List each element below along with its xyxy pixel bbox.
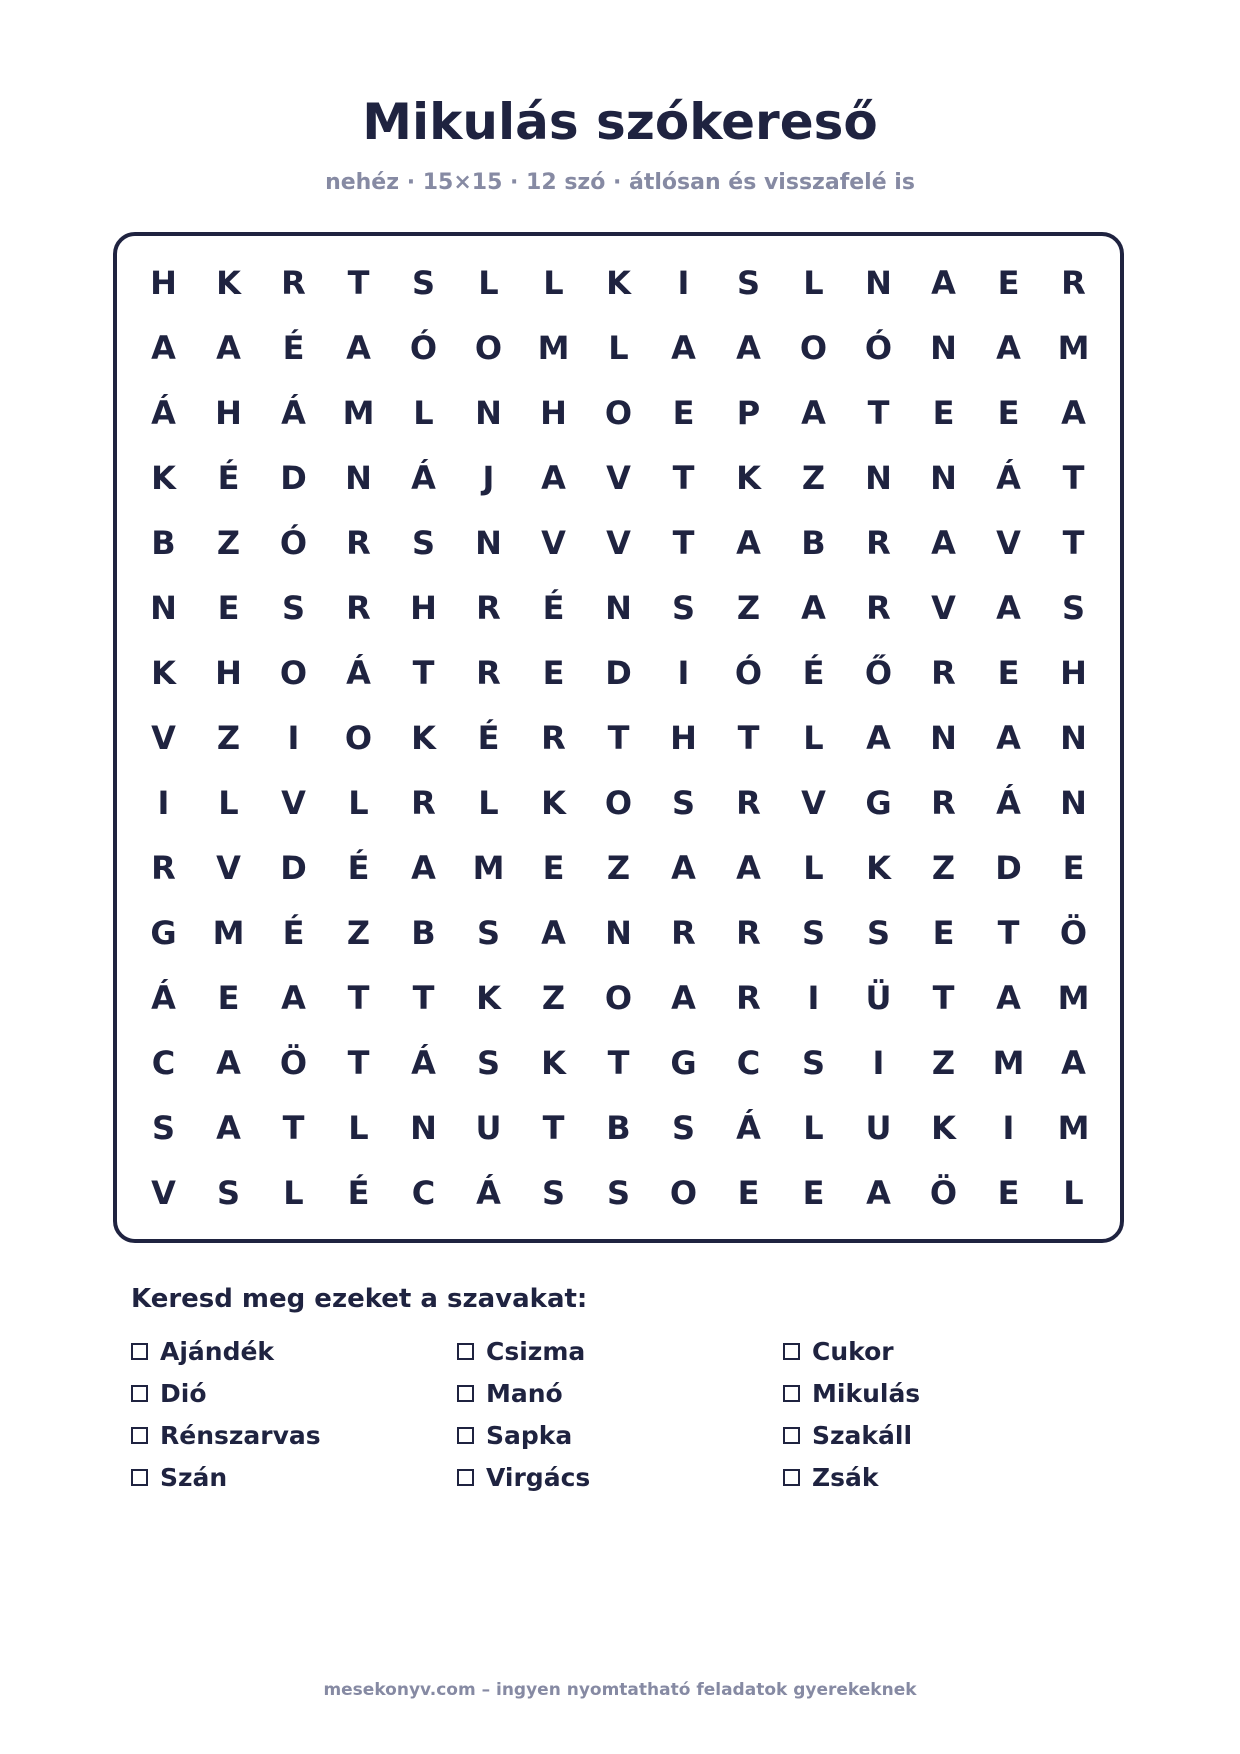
grid-cell[interactable]: L bbox=[413, 393, 434, 432]
checkbox[interactable] bbox=[783, 1427, 800, 1444]
grid-cell[interactable]: D bbox=[280, 848, 307, 887]
grid-cell[interactable]: K bbox=[476, 978, 501, 1017]
grid-cell[interactable]: A bbox=[216, 328, 241, 367]
grid-cell[interactable]: R bbox=[281, 263, 306, 302]
grid-cell[interactable]: A bbox=[866, 718, 891, 757]
grid-cell[interactable]: M bbox=[342, 393, 375, 432]
grid-cell[interactable]: M bbox=[1057, 328, 1090, 367]
grid-cell[interactable]: S bbox=[476, 1043, 501, 1082]
grid-cell[interactable]: Z bbox=[801, 458, 826, 497]
grid-cell[interactable]: V bbox=[801, 783, 826, 822]
grid-cell[interactable]: A bbox=[801, 588, 826, 627]
grid-cell[interactable]: A bbox=[216, 1043, 241, 1082]
word-label: Szán bbox=[160, 1462, 228, 1492]
grid-cell[interactable]: V bbox=[931, 588, 956, 627]
grid-cell[interactable]: L bbox=[478, 783, 499, 822]
grid-cell[interactable]: B bbox=[411, 913, 436, 952]
grid-cell[interactable]: S bbox=[1061, 588, 1086, 627]
grid-cell[interactable]: S bbox=[671, 588, 696, 627]
grid-cell[interactable]: T bbox=[672, 458, 695, 497]
grid-cell[interactable]: Á bbox=[996, 458, 1021, 497]
grid-cell[interactable]: N bbox=[605, 588, 632, 627]
grid-cell[interactable]: E bbox=[217, 588, 240, 627]
page-title: Mikulás szókereső bbox=[362, 93, 878, 151]
grid-cell[interactable]: É bbox=[477, 718, 500, 757]
grid-cell[interactable]: V bbox=[541, 523, 566, 562]
grid-cell[interactable]: O bbox=[279, 653, 308, 692]
grid-cell[interactable]: H bbox=[215, 653, 242, 692]
grid-cell[interactable]: N bbox=[345, 458, 372, 497]
grid-cell[interactable]: S bbox=[216, 1173, 241, 1212]
grid-cell[interactable]: Z bbox=[216, 718, 241, 757]
grid-cell[interactable]: S bbox=[281, 588, 306, 627]
grid-cell[interactable]: N bbox=[1060, 783, 1087, 822]
grid-cell[interactable]: M bbox=[992, 1043, 1025, 1082]
letter-grid bbox=[131, 250, 1106, 1225]
word-label: Rénszarvas bbox=[160, 1420, 321, 1450]
grid-cell[interactable]: S bbox=[411, 263, 436, 302]
grid-cell[interactable]: M bbox=[1057, 978, 1090, 1017]
word-label: Cukor bbox=[812, 1336, 894, 1366]
grid-cell[interactable]: L bbox=[543, 263, 564, 302]
grid-cell[interactable]: O bbox=[474, 328, 503, 367]
grid-cell[interactable]: E bbox=[932, 913, 955, 952]
grid-cell[interactable]: T bbox=[347, 263, 370, 302]
grid-cell[interactable]: K bbox=[151, 458, 176, 497]
grid-cell[interactable]: A bbox=[996, 718, 1021, 757]
grid-cell[interactable]: É bbox=[542, 588, 565, 627]
grid-cell[interactable]: O bbox=[799, 328, 828, 367]
grid-cell[interactable]: A bbox=[866, 1173, 891, 1212]
grid-cell[interactable]: K bbox=[606, 263, 631, 302]
checkbox[interactable] bbox=[783, 1469, 800, 1486]
grid-cell[interactable]: Ó bbox=[409, 328, 438, 367]
grid-cell[interactable]: Ö bbox=[929, 1173, 958, 1212]
checkbox[interactable] bbox=[131, 1469, 148, 1486]
grid-cell[interactable]: E bbox=[672, 393, 695, 432]
grid-cell[interactable]: N bbox=[605, 913, 632, 952]
word-item[interactable] bbox=[131, 1456, 457, 1498]
grid-cell[interactable]: E bbox=[997, 393, 1020, 432]
grid-cell[interactable]: O bbox=[344, 718, 373, 757]
grid-cell[interactable]: T bbox=[867, 393, 890, 432]
checkbox[interactable] bbox=[457, 1343, 474, 1360]
word-item[interactable] bbox=[457, 1330, 783, 1372]
checkbox[interactable] bbox=[457, 1469, 474, 1486]
grid-cell[interactable]: A bbox=[1061, 1043, 1086, 1082]
grid-cell[interactable]: N bbox=[475, 393, 502, 432]
word-item[interactable] bbox=[457, 1372, 783, 1414]
grid-cell[interactable]: É bbox=[217, 458, 240, 497]
grid-cell[interactable]: S bbox=[476, 913, 501, 952]
word-item[interactable] bbox=[783, 1372, 1109, 1414]
word-label: Manó bbox=[486, 1378, 563, 1408]
word-label: Sapka bbox=[486, 1420, 573, 1450]
grid-cell[interactable]: S bbox=[606, 1173, 631, 1212]
grid-cell[interactable]: A bbox=[996, 588, 1021, 627]
grid-cell[interactable]: L bbox=[803, 263, 824, 302]
word-list-heading: Keresd meg ezeket a szavakat: bbox=[131, 1284, 588, 1314]
grid-cell[interactable]: B bbox=[801, 523, 826, 562]
grid-cell[interactable]: E bbox=[802, 1173, 825, 1212]
grid-cell[interactable]: Á bbox=[411, 1043, 436, 1082]
grid-cell[interactable]: S bbox=[671, 1108, 696, 1147]
grid-cell[interactable]: S bbox=[866, 913, 891, 952]
grid-cell[interactable]: A bbox=[671, 848, 696, 887]
checkbox[interactable] bbox=[131, 1343, 148, 1360]
grid-cell[interactable]: T bbox=[347, 1043, 370, 1082]
grid-cell[interactable]: A bbox=[671, 328, 696, 367]
grid-cell[interactable]: V bbox=[151, 1173, 176, 1212]
grid-cell[interactable]: V bbox=[606, 458, 631, 497]
grid-cell[interactable]: Z bbox=[216, 523, 241, 562]
grid-cell[interactable]: Ö bbox=[1059, 913, 1088, 952]
grid-cell[interactable]: A bbox=[281, 978, 306, 1017]
grid-cell[interactable]: T bbox=[542, 1108, 565, 1147]
grid-cell[interactable]: Ó bbox=[279, 523, 308, 562]
grid-cell[interactable]: O bbox=[604, 978, 633, 1017]
grid-cell[interactable]: K bbox=[216, 263, 241, 302]
grid-cell[interactable]: M bbox=[537, 328, 570, 367]
grid-cell[interactable]: K bbox=[151, 653, 176, 692]
grid-cell[interactable]: S bbox=[541, 1173, 566, 1212]
grid-cell[interactable]: K bbox=[866, 848, 891, 887]
grid-cell[interactable]: Ö bbox=[279, 1043, 308, 1082]
grid-cell[interactable]: I bbox=[1002, 1108, 1015, 1147]
grid-cell[interactable]: H bbox=[410, 588, 437, 627]
grid-cell[interactable]: U bbox=[475, 1108, 502, 1147]
grid-cell[interactable]: S bbox=[736, 263, 761, 302]
grid-cell[interactable]: S bbox=[671, 783, 696, 822]
grid-cell[interactable]: R bbox=[411, 783, 436, 822]
grid-cell[interactable]: M bbox=[212, 913, 245, 952]
grid-cell[interactable]: N bbox=[865, 263, 892, 302]
grid-cell[interactable]: R bbox=[541, 718, 566, 757]
grid-cell[interactable]: R bbox=[931, 783, 956, 822]
grid-cell[interactable]: N bbox=[930, 458, 957, 497]
grid-cell[interactable]: É bbox=[282, 328, 305, 367]
grid-cell[interactable]: S bbox=[151, 1108, 176, 1147]
grid-cell[interactable]: R bbox=[476, 653, 501, 692]
grid-cell[interactable]: Ő bbox=[864, 653, 893, 692]
grid-cell[interactable]: N bbox=[1060, 718, 1087, 757]
grid-cell[interactable]: K bbox=[541, 783, 566, 822]
grid-cell[interactable]: N bbox=[410, 1108, 437, 1147]
grid-cell[interactable]: A bbox=[736, 523, 761, 562]
grid-cell[interactable]: K bbox=[736, 458, 761, 497]
grid-cell[interactable]: I bbox=[872, 1043, 885, 1082]
grid-cell[interactable]: L bbox=[803, 1108, 824, 1147]
grid-cell[interactable]: T bbox=[737, 718, 760, 757]
grid-cell[interactable]: N bbox=[930, 328, 957, 367]
grid-cell[interactable]: Á bbox=[151, 978, 176, 1017]
grid-cell[interactable]: A bbox=[346, 328, 371, 367]
grid-cell[interactable]: S bbox=[411, 523, 436, 562]
grid-cell[interactable]: É bbox=[282, 913, 305, 952]
grid-cell[interactable]: O bbox=[604, 393, 633, 432]
grid-cell[interactable]: H bbox=[670, 718, 697, 757]
grid-cell[interactable]: A bbox=[931, 263, 956, 302]
grid-cell[interactable]: R bbox=[346, 523, 371, 562]
word-item[interactable] bbox=[783, 1330, 1109, 1372]
word-item[interactable] bbox=[131, 1330, 457, 1372]
word-label: Zsák bbox=[812, 1462, 879, 1492]
grid-cell[interactable]: L bbox=[1063, 1173, 1084, 1212]
grid-cell[interactable]: N bbox=[930, 718, 957, 757]
checkbox[interactable] bbox=[457, 1385, 474, 1402]
grid-cell[interactable]: Z bbox=[931, 848, 956, 887]
grid-cell[interactable]: V bbox=[151, 718, 176, 757]
grid-cell[interactable]: Z bbox=[606, 848, 631, 887]
grid-cell[interactable]: I bbox=[677, 263, 690, 302]
grid-cell[interactable]: A bbox=[151, 328, 176, 367]
grid-cell[interactable]: Z bbox=[541, 978, 566, 1017]
grid-cell[interactable]: É bbox=[347, 848, 370, 887]
grid-cell[interactable]: S bbox=[801, 1043, 826, 1082]
grid-cell[interactable]: N bbox=[150, 588, 177, 627]
grid-cell[interactable]: L bbox=[348, 783, 369, 822]
grid-cell[interactable]: Á bbox=[996, 783, 1021, 822]
grid-cell[interactable]: E bbox=[542, 653, 565, 692]
grid-cell[interactable]: N bbox=[475, 523, 502, 562]
grid-cell[interactable]: V bbox=[216, 848, 241, 887]
word-item[interactable] bbox=[131, 1372, 457, 1414]
grid-cell[interactable]: L bbox=[478, 263, 499, 302]
grid-cell[interactable]: I bbox=[807, 978, 820, 1017]
grid-cell[interactable]: C bbox=[411, 1173, 436, 1212]
grid-cell[interactable]: Á bbox=[346, 653, 371, 692]
grid-cell[interactable]: A bbox=[541, 913, 566, 952]
grid-cell[interactable]: É bbox=[347, 1173, 370, 1212]
grid-cell[interactable]: D bbox=[280, 458, 307, 497]
grid-cell[interactable]: S bbox=[801, 913, 826, 952]
grid-cell[interactable]: I bbox=[677, 653, 690, 692]
word-item[interactable] bbox=[783, 1456, 1109, 1498]
grid-cell[interactable]: É bbox=[802, 653, 825, 692]
word-label: Ajándék bbox=[160, 1336, 275, 1366]
grid-cell[interactable]: R bbox=[736, 978, 761, 1017]
grid-cell[interactable]: R bbox=[866, 588, 891, 627]
grid-cell[interactable]: H bbox=[540, 393, 567, 432]
grid-cell[interactable]: Z bbox=[346, 913, 371, 952]
grid-cell[interactable]: Á bbox=[151, 393, 176, 432]
grid-cell[interactable]: L bbox=[348, 1108, 369, 1147]
grid-cell[interactable]: O bbox=[604, 783, 633, 822]
grid-cell[interactable]: R bbox=[151, 848, 176, 887]
page-subtitle: nehéz · 15×15 · 12 szó · átlósan és visszafelé is bbox=[325, 170, 915, 195]
grid-cell[interactable]: I bbox=[157, 783, 170, 822]
grid-cell[interactable]: R bbox=[736, 913, 761, 952]
grid-cell[interactable]: G bbox=[670, 1043, 697, 1082]
grid-cell[interactable]: B bbox=[606, 1108, 631, 1147]
grid-cell[interactable]: C bbox=[151, 1043, 176, 1082]
grid-cell[interactable]: L bbox=[803, 718, 824, 757]
grid-cell[interactable]: V bbox=[606, 523, 631, 562]
grid-cell[interactable]: T bbox=[607, 1043, 630, 1082]
grid-cell[interactable]: T bbox=[347, 978, 370, 1017]
grid-cell[interactable]: R bbox=[476, 588, 501, 627]
word-item[interactable] bbox=[131, 1414, 457, 1456]
grid-cell[interactable]: E bbox=[1062, 848, 1085, 887]
grid-cell[interactable]: T bbox=[412, 978, 435, 1017]
grid-cell[interactable]: H bbox=[215, 393, 242, 432]
grid-cell[interactable]: V bbox=[281, 783, 306, 822]
grid-cell[interactable]: Ü bbox=[865, 978, 892, 1017]
grid-cell[interactable]: H bbox=[1060, 653, 1087, 692]
grid-cell[interactable]: R bbox=[736, 783, 761, 822]
grid-cell[interactable]: R bbox=[866, 523, 891, 562]
grid-cell[interactable]: T bbox=[997, 913, 1020, 952]
checkbox[interactable] bbox=[783, 1343, 800, 1360]
grid-cell[interactable]: G bbox=[865, 783, 892, 822]
word-label: Csizma bbox=[486, 1336, 586, 1366]
grid-cell[interactable]: T bbox=[1062, 523, 1085, 562]
grid-cell[interactable]: R bbox=[671, 913, 696, 952]
grid-cell[interactable]: D bbox=[995, 848, 1022, 887]
grid-cell[interactable]: E bbox=[932, 393, 955, 432]
grid-cell[interactable]: E bbox=[997, 263, 1020, 302]
grid-cell[interactable]: A bbox=[996, 978, 1021, 1017]
grid-cell[interactable]: B bbox=[151, 523, 176, 562]
grid-cell[interactable]: T bbox=[932, 978, 955, 1017]
grid-cell[interactable]: J bbox=[482, 458, 495, 497]
grid-cell[interactable]: L bbox=[803, 848, 824, 887]
grid-cell[interactable]: Z bbox=[931, 1043, 956, 1082]
grid-cell[interactable]: A bbox=[541, 458, 566, 497]
grid-cell[interactable]: C bbox=[736, 1043, 761, 1082]
word-label: Mikulás bbox=[812, 1378, 921, 1408]
grid-cell[interactable]: N bbox=[865, 458, 892, 497]
grid-cell[interactable]: A bbox=[801, 393, 826, 432]
grid-cell[interactable]: T bbox=[672, 523, 695, 562]
grid-cell[interactable]: T bbox=[607, 718, 630, 757]
word-list bbox=[131, 1330, 1111, 1498]
checkbox[interactable] bbox=[131, 1427, 148, 1444]
grid-cell[interactable]: Ó bbox=[734, 653, 763, 692]
grid-cell[interactable]: E bbox=[997, 653, 1020, 692]
grid-cell[interactable]: A bbox=[736, 848, 761, 887]
grid-cell[interactable]: A bbox=[931, 523, 956, 562]
grid-cell[interactable]: H bbox=[150, 263, 177, 302]
word-item[interactable] bbox=[457, 1414, 783, 1456]
word-item[interactable] bbox=[457, 1456, 783, 1498]
grid-cell[interactable]: A bbox=[671, 978, 696, 1017]
grid-cell[interactable]: E bbox=[217, 978, 240, 1017]
grid-cell[interactable]: L bbox=[283, 1173, 304, 1212]
grid-cell[interactable]: O bbox=[669, 1173, 698, 1212]
grid-cell[interactable]: A bbox=[216, 1108, 241, 1147]
grid-cell[interactable]: M bbox=[472, 848, 505, 887]
grid-cell[interactable]: A bbox=[1061, 393, 1086, 432]
grid-cell[interactable]: Ó bbox=[864, 328, 893, 367]
checkbox[interactable] bbox=[783, 1385, 800, 1402]
word-label: Szakáll bbox=[812, 1420, 913, 1450]
grid-cell[interactable]: Á bbox=[476, 1173, 501, 1212]
grid-cell[interactable]: U bbox=[865, 1108, 892, 1147]
grid-cell[interactable]: A bbox=[996, 328, 1021, 367]
grid-cell[interactable]: Á bbox=[736, 1108, 761, 1147]
checkbox[interactable] bbox=[457, 1427, 474, 1444]
grid-cell[interactable]: Á bbox=[281, 393, 306, 432]
grid-cell[interactable]: I bbox=[287, 718, 300, 757]
grid-cell[interactable]: T bbox=[412, 653, 435, 692]
grid-cell[interactable]: Z bbox=[736, 588, 761, 627]
grid-cell[interactable]: T bbox=[1062, 458, 1085, 497]
grid-cell[interactable]: G bbox=[150, 913, 177, 952]
footer: mesekonyv.com – ingyen nyomtatható feladatok gyerekeknek bbox=[323, 1680, 917, 1700]
grid-cell[interactable]: E bbox=[542, 848, 565, 887]
word-label: Dió bbox=[160, 1378, 207, 1408]
grid-cell[interactable]: R bbox=[346, 588, 371, 627]
grid-cell[interactable]: Á bbox=[411, 458, 436, 497]
word-item[interactable] bbox=[783, 1414, 1109, 1456]
word-label: Virgács bbox=[486, 1462, 591, 1492]
grid-cell[interactable]: T bbox=[282, 1108, 305, 1147]
grid-cell[interactable]: K bbox=[931, 1108, 956, 1147]
grid-cell[interactable]: K bbox=[541, 1043, 566, 1082]
grid-cell[interactable]: V bbox=[996, 523, 1021, 562]
grid-cell[interactable]: P bbox=[736, 393, 761, 432]
grid-cell[interactable]: M bbox=[1057, 1108, 1090, 1147]
grid-cell[interactable]: E bbox=[737, 1173, 760, 1212]
grid-cell[interactable]: A bbox=[736, 328, 761, 367]
grid-cell[interactable]: L bbox=[608, 328, 629, 367]
grid-cell[interactable]: E bbox=[997, 1173, 1020, 1212]
checkbox[interactable] bbox=[131, 1385, 148, 1402]
grid-cell[interactable]: R bbox=[931, 653, 956, 692]
grid-cell[interactable]: D bbox=[605, 653, 632, 692]
grid-cell[interactable]: R bbox=[1061, 263, 1086, 302]
grid-cell[interactable]: A bbox=[411, 848, 436, 887]
grid-cell[interactable]: L bbox=[218, 783, 239, 822]
grid-cell[interactable]: K bbox=[411, 718, 436, 757]
